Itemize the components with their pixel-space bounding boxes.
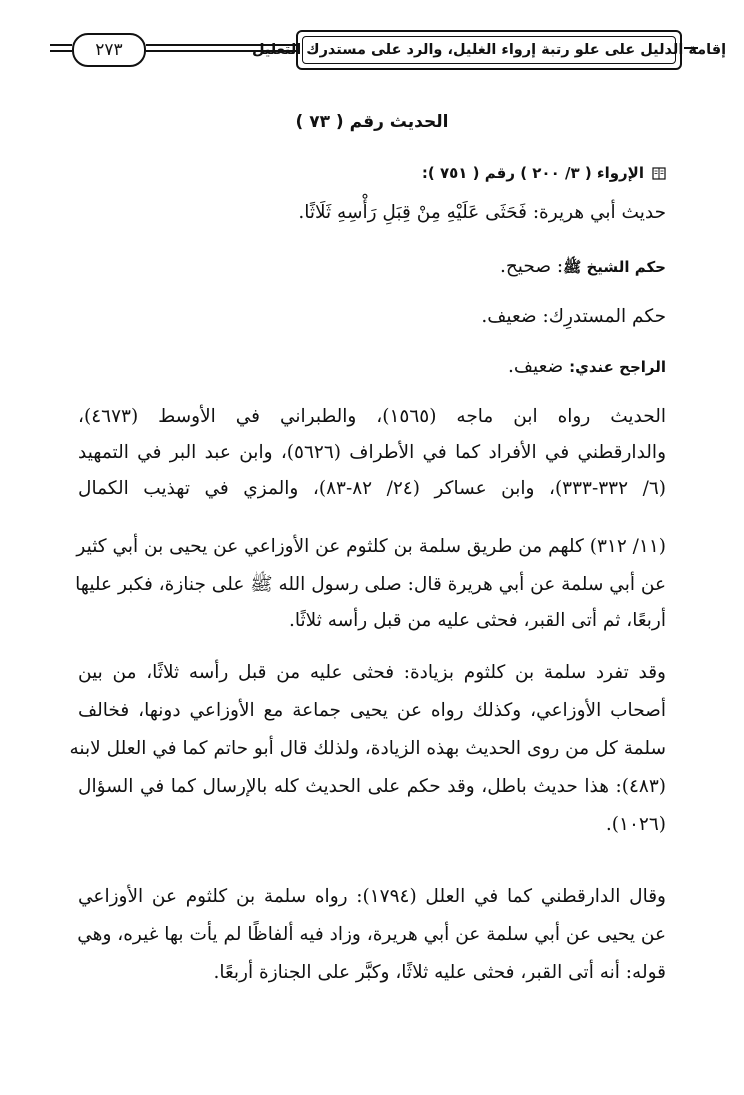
ruling-label: الراجح عندي: — [569, 358, 666, 376]
paragraph-line: (٤٨٣): هذا حديث باطل، وقد حكم على الحديث كله بالإرسال كما في السؤال — [78, 776, 666, 797]
ruling-value: : ضعيف. — [481, 306, 549, 327]
paragraph-line: أربعًا، ثم أتى القبر، فحثى عليه من قبل رأسه ثلاثًا. — [289, 610, 666, 631]
ruling-label: حكم الشيخ ﷺ — [563, 258, 666, 276]
ruling-value: ضعيف. — [507, 356, 570, 377]
paragraph-line: (١٠٢٦). — [605, 814, 666, 835]
paragraph-line: قوله: أنه أتى القبر، فحثى عليه ثلاثًا، وكبَّر على الجنازة أربعًا. — [213, 962, 666, 983]
hadith-text: حديث أبي هريرة: فَحَثَى عَلَيْهِ مِنْ قِبَلِ رَأْسِهِ ثَلَاثًا. — [298, 202, 666, 223]
page-number: ٢٧٣ — [95, 40, 123, 60]
book-icon — [652, 167, 666, 180]
source-reference — [78, 158, 666, 188]
ruling-preferred — [78, 352, 666, 382]
ruling-sheikh — [78, 252, 666, 282]
ruling-label: حكم المستدرِك — [548, 306, 666, 327]
hadith-heading: الحديث رقم ( ٧٣ ) — [295, 112, 449, 132]
paragraph-line: عن يحيى عن أبي سلمة عن أبي هريرة، وزاد فيه ألفاظًا لم يأت بها غيره، وهي — [77, 924, 666, 945]
header-rule — [50, 50, 72, 52]
header-rule — [50, 44, 72, 46]
book-title: إقامة الدليل على علو رتبة إرواء الغليل، والرد على مستدرك التعليل — [251, 42, 727, 58]
source-reference-text: الإرواء ( ٣/ ٢٠٠ ) رقم ( ٧٥١ ): — [421, 164, 644, 182]
running-header — [62, 30, 727, 74]
paragraph-line: وقال الدارقطني كما في العلل (١٧٩٤): رواه سلمة بن كلثوم عن الأوزاعي — [78, 886, 666, 907]
paragraph-line: (٦/ ٣٣٢-٣٣٣)، وابن عساكر (٢٤/ ٨٢-٨٣)، والمزي في تهذيب الكمال — [78, 478, 666, 499]
paragraph-line: الحديث رواه ابن ماجه (١٥٦٥)، والطبراني في الأوسط (٤٦٧٣)، — [78, 406, 666, 427]
paragraph-line: وقد تفرد سلمة بن كلثوم بزيادة: فحثى عليه من قبل رأسه ثلاثًا، من بين — [78, 662, 666, 683]
ruling-mustadrik — [78, 302, 666, 332]
ruling-value: : صحيح. — [499, 256, 564, 277]
paragraph-line: أصحاب الأوزاعي، وكذلك رواه عن يحيى جماعة مع الأوزاعي دونها، فخالف — [78, 700, 666, 721]
paragraph-line: والدارقطني في الأفراد كما في الأطراف (٥٦٢٦)، وابن عبد البر في التمهيد — [78, 442, 666, 463]
paragraph-line: سلمة كل من روى الحديث بهذه الزيادة، ولذلك قال أبو حاتم كما في العلل لابنه — [69, 738, 666, 759]
paragraph-line: (١١/ ٣١٢) كلهم من طريق سلمة بن كلثوم عن الأوزاعي عن يحيى بن أبي كثير — [76, 536, 666, 557]
paragraph-line: عن أبي سلمة عن أبي هريرة قال: صلى رسول الله ﷺ على جنازة، فكبر عليها — [75, 574, 666, 595]
page-number-frame — [72, 33, 146, 67]
header-title-frame — [251, 30, 727, 70]
